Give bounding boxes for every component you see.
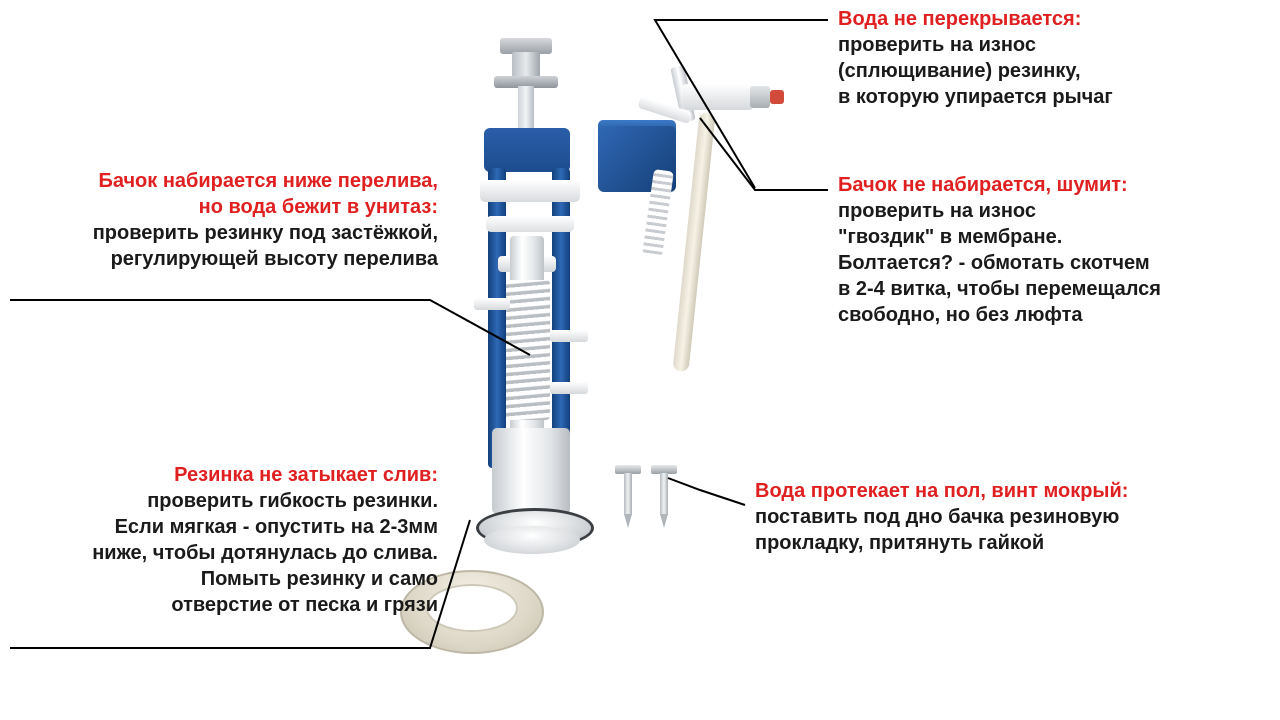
annotation-line: в которую упирается рычаг: [838, 86, 1113, 108]
valve-wing-left-icon: [474, 298, 510, 310]
annotation-line: регулирующей высоту перелива: [110, 248, 438, 270]
annotation-line: Помыть резинку и само: [200, 568, 438, 590]
valve-spring-icon: [506, 280, 550, 420]
float-valve-nut-icon: [750, 86, 770, 108]
valve-crossbar-lower-icon: [486, 216, 574, 232]
fill-hose-icon: [672, 112, 715, 372]
valve-lower-body-icon: [492, 428, 570, 514]
float-valve-nozzle-icon: [770, 90, 784, 104]
annotation-line: ниже, чтобы дотянулась до слива.: [92, 542, 438, 564]
annotation-heading: Бачок набирается ниже перелива,: [98, 170, 438, 192]
annotation-line: (сплющивание) резинку,: [838, 60, 1081, 82]
annotation-water-not-shutting-off: [838, 6, 1268, 110]
valve-neck-icon: [512, 52, 540, 78]
valve-crossbar-upper-icon: [480, 180, 580, 202]
annotation-line: прокладку, притянуть гайкой: [755, 532, 1045, 554]
annotation-line: Болтается? - обмотать скотчем: [838, 252, 1150, 274]
annotation-heading: Вода не перекрывается:: [838, 8, 1082, 30]
annotation-line: проверить на износ: [838, 200, 1036, 222]
annotation-line: проверить резинку под застёжкой,: [92, 222, 438, 244]
annotation-line: поставить под дно бачка резиновую: [755, 506, 1120, 528]
annotation-line: свободно, но без люфта: [838, 304, 1083, 326]
annotation-heading-extra: но вода бежит в унитаз:: [198, 196, 438, 218]
annotation-line: в 2-4 витка, чтобы перемещался: [838, 278, 1161, 300]
annotation-line: проверить на износ: [838, 34, 1036, 56]
valve-wing-right-icon: [550, 330, 588, 342]
valve-base-disc-icon: [484, 526, 580, 554]
screws-illustration: [615, 465, 705, 535]
float-valve-illustration: [590, 60, 810, 360]
screw-left-icon: [615, 465, 641, 531]
valve-blue-head-icon: [484, 128, 570, 172]
screw-right-icon: [651, 465, 677, 531]
gasket-ring-inner-icon: [426, 584, 518, 632]
annotation-heading: Вода протекает на пол, винт мокрый:: [755, 480, 1129, 502]
annotation-tank-fills-below-overflow: [6, 168, 438, 272]
annotation-line: отверстие от песка и грязи: [171, 594, 438, 616]
valve-stem-icon: [518, 86, 534, 130]
valve-blue-column-left-icon: [488, 168, 506, 468]
annotation-heading: Резинка не затыкает слив:: [174, 464, 438, 486]
valve-wing-right-lower-icon: [550, 382, 588, 394]
float-valve-membrane-cap-icon: [682, 84, 754, 110]
annotation-line: "гвоздик" в мембране.: [838, 226, 1063, 248]
annotation-tank-not-filling-noisy: [838, 172, 1278, 328]
annotation-line: Если мягкая - опустить на 2-3мм: [114, 516, 438, 538]
annotation-line: проверить гибкость резинки.: [147, 490, 438, 512]
annotation-rubber-not-sealing-drain: [6, 462, 438, 618]
annotation-heading: Бачок не набирается, шумит:: [838, 174, 1128, 196]
annotation-water-leaking-on-floor: [755, 478, 1275, 556]
valve-blue-column-right-icon: [552, 168, 570, 468]
